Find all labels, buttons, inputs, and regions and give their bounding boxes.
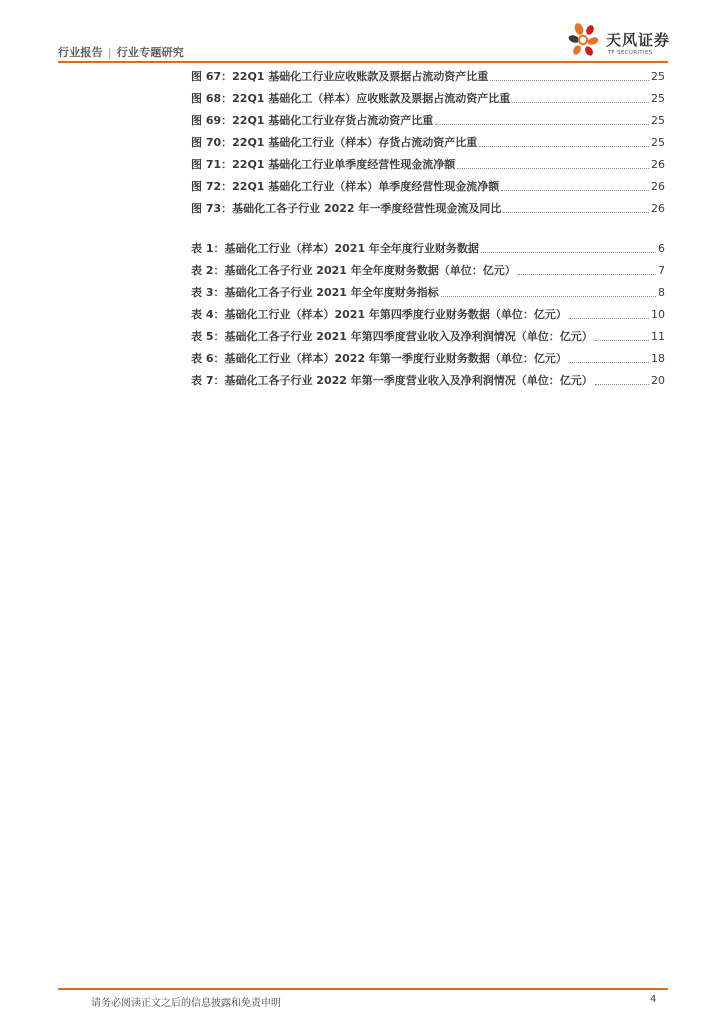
- company-logo: [568, 22, 678, 60]
- toc-leader-dots: [481, 251, 656, 253]
- toc-page-number: 11: [651, 330, 665, 343]
- toc-page-number: 7: [658, 264, 665, 277]
- toc-entry-title: 表 3：基础化工各子行业 2021 年全年度财务指标: [191, 286, 439, 299]
- toc-entry-title: 图 72：22Q1 基础化工行业（样本）单季度经营性现金流净额: [191, 180, 500, 193]
- toc-leader-dots: [595, 383, 649, 385]
- toc-entry-figure-71[interactable]: [191, 156, 665, 172]
- toc-entry-title: 图 69：22Q1 基础化工行业存货占流动资产比重: [191, 114, 434, 127]
- toc-page-number: 25: [651, 136, 665, 149]
- logo-name-en: TF SECURITIES: [608, 50, 653, 56]
- toc-page-number: 25: [651, 70, 665, 83]
- header-category: 行业报告: [58, 46, 103, 59]
- toc-leader-dots: [435, 123, 649, 125]
- toc-leader-dots: [441, 295, 656, 297]
- toc-leader-dots: [479, 145, 649, 147]
- toc-leader-dots: [457, 167, 649, 169]
- toc-entry-title: 表 2：基础化工各子行业 2021 年全年度财务数据（单位：亿元）: [191, 264, 516, 277]
- header-separator: |: [107, 46, 112, 59]
- toc-entry-figure-68[interactable]: [191, 90, 665, 106]
- toc-entry-title: 表 5：基础化工各子行业 2021 年第四季度营业收入及净利润情况（单位：亿元）: [191, 330, 593, 343]
- toc-page-number: 20: [651, 374, 665, 387]
- header-breadcrumb: [58, 44, 184, 60]
- toc-leader-dots: [490, 79, 649, 81]
- toc-entry-title: 图 68：22Q1 基础化工（样本）应收账款及票据占流动资产比重: [191, 92, 511, 105]
- toc-entry-table-7[interactable]: [191, 372, 665, 388]
- toc-entry-title: 表 1：基础化工行业（样本）2021 年全年度行业财务数据: [191, 242, 479, 255]
- toc-leader-dots: [595, 339, 649, 341]
- toc-leader-dots: [512, 101, 649, 103]
- toc-page-number: 10: [651, 308, 665, 321]
- toc-entry-figure-72[interactable]: [191, 178, 665, 194]
- toc-entry-title: 图 67：22Q1 基础化工行业应收账款及票据占流动资产比重: [191, 70, 489, 83]
- footer-page-number: 4: [650, 994, 657, 1005]
- toc-page-number: 26: [651, 158, 665, 171]
- toc-entry-figure-73[interactable]: [191, 200, 665, 216]
- header-divider: [58, 61, 668, 63]
- toc-entry-table-4[interactable]: [191, 306, 665, 322]
- toc-entry-title: 表 4：基础化工行业（样本）2021 年第四季度行业财务数据（单位：亿元）: [191, 308, 567, 321]
- toc-leader-dots: [518, 273, 656, 275]
- toc-page-number: 6: [658, 242, 665, 255]
- toc-entry-figure-70[interactable]: [191, 134, 665, 150]
- footer-divider: [58, 988, 668, 990]
- toc-page-number: 26: [651, 202, 665, 215]
- toc-entry-title: 表 6：基础化工行业（样本）2022 年第一季度行业财务数据（单位：亿元）: [191, 352, 567, 365]
- toc-leader-dots: [569, 361, 649, 363]
- toc-entry-table-3[interactable]: [191, 284, 665, 300]
- toc-entry-figure-69[interactable]: [191, 112, 665, 128]
- header-subcategory: 行业专题研究: [116, 46, 184, 59]
- toc-entry-title: 图 70：22Q1 基础化工行业（样本）存货占流动资产比重: [191, 136, 478, 149]
- toc-entry-title: 图 73：基础化工各子行业 2022 年一季度经营性现金流及同比: [191, 202, 502, 215]
- toc-entry-table-1[interactable]: [191, 240, 665, 256]
- toc-page-number: 25: [651, 114, 665, 127]
- toc-page-number: 8: [658, 286, 665, 299]
- toc-entry-table-5[interactable]: [191, 328, 665, 344]
- toc-entry-title: 图 71：22Q1 基础化工行业单季度经营性现金流净额: [191, 158, 456, 171]
- toc-entry-table-2[interactable]: [191, 262, 665, 278]
- toc-leader-dots: [501, 189, 649, 191]
- footer-disclaimer: 请务必阅读正文之后的信息披露和免责申明: [91, 998, 281, 1009]
- toc-page-number: 26: [651, 180, 665, 193]
- toc-entry-title: 表 7：基础化工各子行业 2022 年第一季度营业收入及净利润情况（单位：亿元）: [191, 374, 593, 387]
- toc-page-number: 18: [651, 352, 665, 365]
- toc-leader-dots: [503, 211, 649, 213]
- toc-entry-table-6[interactable]: [191, 350, 665, 366]
- logo-name-cn: 天风证券: [606, 31, 671, 49]
- toc-leader-dots: [569, 317, 649, 319]
- toc-page-number: 25: [651, 92, 665, 105]
- flower-logo-icon: [568, 22, 604, 60]
- toc-entry-figure-67[interactable]: [191, 68, 665, 84]
